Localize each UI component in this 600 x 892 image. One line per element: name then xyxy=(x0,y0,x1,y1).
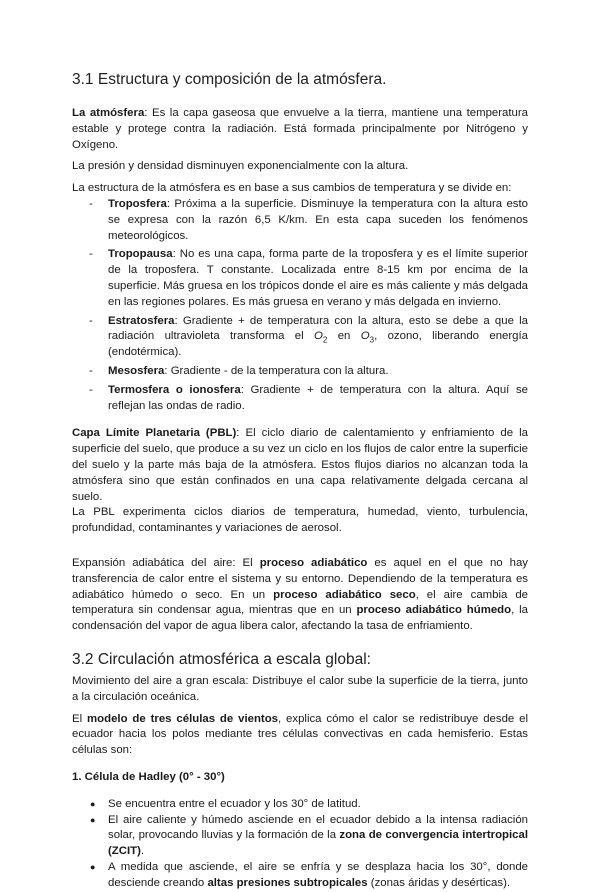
list-item-tropopausa: - Tropopausa: No es una capa, forma parte de la troposfera y es el límite superior de la troposfera. T constante. Localizada entre 8-15 km por encima de la superficie. Más gruesa en los trópicos donde el aire es más caliente y más delgada en las regiones polares. Es más gruesa en verano y más delgada en invierno. xyxy=(89,248,528,308)
bullet-icon: ● xyxy=(90,814,96,825)
hadley-cell-heading: 1. Célula de Hadley (0° - 30°) xyxy=(72,770,225,783)
list-item: ● A medida que asciende, el aire se enfría y se desplaza hacia los 30°, donde desciende creando altas presiones subtropicales (zonas áridas y desérticas). xyxy=(90,861,528,889)
list-item-troposfera: - Troposfera: Próxima a la superficie. Disminuye la temperatura con la altura esto se expresa con la razón 6,5 K/km. En esta capa suceden los fenómenos meteorológicos. xyxy=(89,197,528,242)
section-3-1-heading: 3.1 Estructura y composición de la atmósfera. xyxy=(72,71,387,88)
list-item-mesosfera: - Mesosfera: Gradiente - de la temperatura con la altura. xyxy=(89,364,389,377)
section-3-2-heading: 3.2 Circulación atmosférica a escala global: xyxy=(72,650,371,668)
list-item-estratosfera: - Estratosfera: Gradiente + de temperatura con la altura, esto se debe a que la radiación ultravioleta transforma el $O_2$ en $O_3$, ozono, liberando energía (endotérmica). xyxy=(89,314,529,359)
pbl-paragraph-2: La PBL experimenta ciclos diarios de temperatura, humedad, viento, turbulencia, profundidad, contaminantes y variaciones de aerosol. xyxy=(72,506,528,535)
bullet-icon: ● xyxy=(90,862,96,873)
list-item: ● El aire caliente y húmedo asciende en el ecuador debido a la intensa radiación solar, provocando lluvias y la formación de la zona de convergencia intertropical (ZCIT). xyxy=(90,813,528,858)
pressure-paragraph: La presión y densidad disminuyen exponencialmente con la altura. xyxy=(72,160,409,173)
adiabatic-paragraph: Expansión adiabática del aire: El proceso adiabático es aquel en el que no hay transferencia de calor entre el sistema y su entorno. Dependiendo de la temperatura es adiabático húmedo o seco. En un proceso adiabático seco, el aire cambia de temperatura sin condensar agua, mientras que en un proceso adiabático húmedo, la condensación del vapor de agua libera calor, afectando la tasa de enfriamiento. xyxy=(72,556,529,633)
model-paragraph: El modelo de tres células de vientos, explica cómo el calor se redistribuye desde el ecuador hacia los polos mediante tres células convectivas en cada hemisferio. Estas células son: xyxy=(72,712,529,757)
list-item-termosfera: - Termosfera o ionosfera: Gradiente + de temperatura con la altura. Aquí se reflejan las ondas de radio. xyxy=(89,383,528,412)
pbl-paragraph: Capa Límite Planetaria (PBL): El ciclo diario de calentamiento y enfriamiento de la superficie del suelo, que produce a su vez un ciclo en los flujos de calor entre la superficie del suelo y la parte más baja de la atmósfera. Estos flujos diarios no alcanzan toda la atmósfera sino que están confinados en una capa relativamente delgada cercana al suelo. xyxy=(72,427,528,503)
movement-paragraph: Movimiento del aire a gran escala: Distribuye el calor sube la superficie de la tierra, junto a la circulación oceánica. xyxy=(72,674,528,703)
hadley-list xyxy=(72,797,528,892)
document-content xyxy=(72,70,528,892)
bullet-icon: ● xyxy=(90,798,96,809)
atmosphere-definition: La atmósfera: Es la capa gaseosa que envuelve a la tierra, mantiene una temperatura estable y protege contra la radiación. Está formada principalmente por Nitrógeno y Oxígeno. xyxy=(72,107,528,151)
layers-list xyxy=(72,197,528,414)
structure-intro: La estructura de la atmósfera es en base a sus cambios de temperatura y se divide en: xyxy=(72,182,512,195)
list-item: ● Se encuentra entre el ecuador y los 30° de latitud. xyxy=(72,797,528,813)
